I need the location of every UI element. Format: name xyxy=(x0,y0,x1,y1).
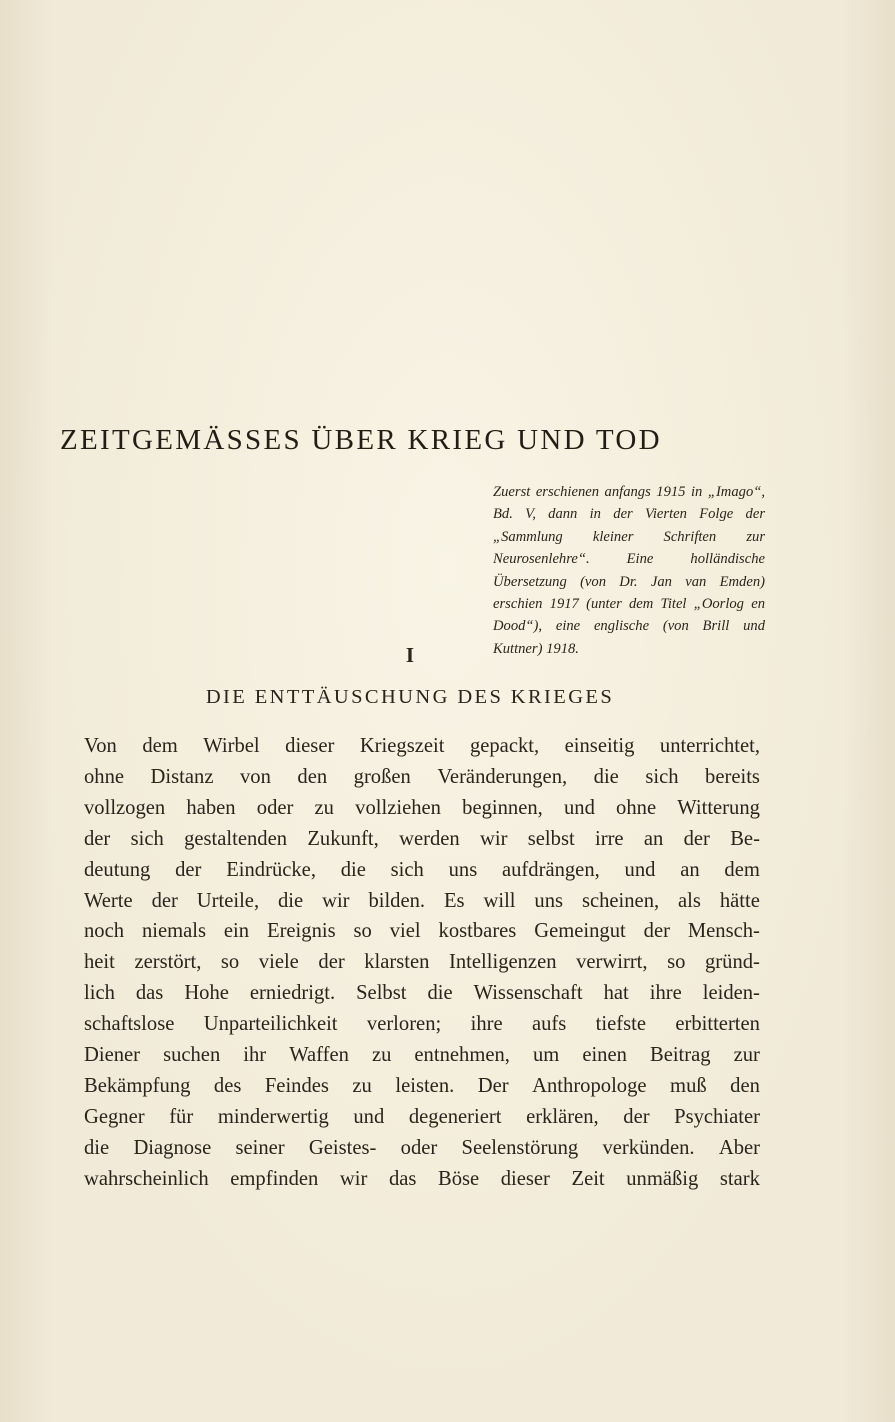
body-line xyxy=(84,1040,760,1071)
body-word: dieser xyxy=(285,735,335,757)
body-word: irre xyxy=(594,827,624,850)
body-word: Diener xyxy=(84,1044,141,1067)
body-word: ihr xyxy=(243,1044,267,1067)
body-word: selbst xyxy=(527,827,575,850)
body-word: der xyxy=(318,951,345,974)
body-word: hat xyxy=(603,982,629,1005)
body-word: dieser xyxy=(500,1167,550,1190)
body-word: den xyxy=(297,765,328,788)
body-word: das xyxy=(135,982,164,1005)
body-word: Geistes- xyxy=(308,1136,377,1159)
body-word: aufs xyxy=(531,1013,567,1036)
body-word: an xyxy=(643,827,664,850)
body-word: aufdrängen, xyxy=(502,858,600,881)
body-line xyxy=(84,762,760,793)
body-word: werden xyxy=(399,827,460,850)
publication-note: Zuerst erschienen anfangs 1915 in „Imago“, Bd. V, dann in der Vierten Folge der „Sammlung kleiner Schriften zur Neurosenlehre“. Eine holländische Übersetzung (von Dr. Jan van Emden) erschien 1917 (unter dem Titel „Oorlog en Dood“), eine englische (von Brill und Kuttner) 1918. xyxy=(493,484,765,657)
body-word: der xyxy=(643,920,670,943)
body-word: und xyxy=(353,1105,385,1128)
body-word: oder xyxy=(400,1136,438,1159)
body-line xyxy=(84,793,760,824)
body-word: vollzogen xyxy=(84,796,166,819)
body-word: ihre xyxy=(470,1013,503,1036)
body-word: Feindes xyxy=(264,1074,329,1097)
body-word: Zeit xyxy=(571,1167,605,1190)
body-word: so xyxy=(353,920,372,943)
body-word: ihre xyxy=(649,982,682,1005)
body-word: sich xyxy=(645,765,679,788)
body-word: dem xyxy=(142,735,178,757)
body-word: Unparteilichkeit xyxy=(203,1013,338,1036)
body-word: die xyxy=(278,889,304,912)
body-line xyxy=(84,916,760,947)
body-word: empfinden xyxy=(230,1167,319,1190)
body-word: beginnen, xyxy=(462,796,543,819)
body-line xyxy=(84,855,760,886)
body-word: haben xyxy=(186,796,236,819)
body-word: der xyxy=(683,827,710,850)
body-word: die xyxy=(427,982,453,1005)
body-word: die xyxy=(340,858,366,881)
body-word: Von xyxy=(84,735,117,757)
body-word: verkünden. xyxy=(602,1136,695,1159)
body-word: ein xyxy=(223,920,250,943)
body-word: entnehmen, xyxy=(414,1044,510,1067)
body-word: Waffen xyxy=(289,1044,349,1067)
body-word: minderwertig xyxy=(217,1105,329,1128)
body-text xyxy=(84,731,760,1195)
body-line xyxy=(84,1102,760,1133)
body-word: Urteile, xyxy=(196,889,260,912)
body-word: Beitrag xyxy=(649,1044,711,1067)
body-word: und xyxy=(563,796,595,819)
body-word: bereits xyxy=(705,765,760,788)
body-word: von xyxy=(239,765,271,788)
body-word: zu xyxy=(371,1044,392,1067)
body-word: verwirrt, xyxy=(576,951,648,974)
body-word: Eindrücke, xyxy=(226,858,316,881)
body-word: degeneriert xyxy=(408,1105,502,1128)
body-word: verloren; xyxy=(366,1013,442,1036)
body-word: uns xyxy=(534,889,564,912)
body-word: erniedrigt. xyxy=(249,982,336,1005)
body-word: leisten. xyxy=(395,1074,455,1097)
body-line xyxy=(84,947,760,978)
body-word: Anthropologe xyxy=(532,1074,647,1097)
body-word: unmäßig xyxy=(626,1167,699,1190)
body-word: Seelenstörung xyxy=(461,1136,579,1159)
body-word: suchen xyxy=(163,1044,221,1067)
body-word: gestaltenden xyxy=(184,827,288,850)
body-word: zu xyxy=(352,1074,372,1097)
body-word: will xyxy=(483,889,516,912)
body-word: oder xyxy=(256,796,294,819)
body-word: Ereignis xyxy=(266,920,336,943)
body-word: wir xyxy=(339,1167,368,1190)
body-word: erklären, xyxy=(526,1105,599,1128)
body-word: Zukunft, xyxy=(307,827,379,850)
body-word: sich xyxy=(390,858,424,881)
body-word: Gegner xyxy=(84,1105,145,1128)
body-word: Wissenschaft xyxy=(473,982,583,1005)
body-word: leiden- xyxy=(702,982,760,1005)
body-word: Intelligenzen xyxy=(449,951,557,974)
body-word: heit xyxy=(84,951,115,974)
body-word: sich xyxy=(130,827,164,850)
body-word: Aber xyxy=(718,1136,760,1159)
body-word: tiefste xyxy=(595,1013,646,1036)
body-word: für xyxy=(169,1105,194,1128)
body-word: die xyxy=(593,765,619,788)
body-word: deutung xyxy=(84,858,151,881)
body-line xyxy=(84,1164,760,1195)
body-word: Be- xyxy=(730,827,760,850)
section-number: I xyxy=(405,643,415,667)
body-word: der xyxy=(84,827,111,850)
body-line xyxy=(84,886,760,917)
body-word: der xyxy=(151,889,178,912)
body-word: seiner xyxy=(235,1136,285,1159)
body-word: gepackt, xyxy=(469,735,540,757)
body-word: einseitig xyxy=(564,735,635,757)
body-word: wahrscheinlich xyxy=(84,1167,209,1190)
body-word: viele xyxy=(258,951,299,974)
body-word: das xyxy=(388,1167,417,1190)
body-word: schaftslose xyxy=(84,1013,175,1036)
body-word: der xyxy=(175,858,202,881)
body-word: als xyxy=(678,889,701,912)
body-word: erbitterten xyxy=(675,1013,760,1036)
body-word: so xyxy=(220,951,240,974)
body-word: Der xyxy=(477,1074,509,1097)
body-word: des xyxy=(213,1074,242,1097)
body-word: Wirbel xyxy=(203,735,260,757)
body-word: Werte xyxy=(84,889,133,912)
body-word: unterrichtet, xyxy=(659,735,760,757)
body-word: zu xyxy=(314,796,334,819)
body-line xyxy=(84,1009,760,1040)
body-word: die xyxy=(84,1136,110,1159)
body-word: und xyxy=(624,858,656,881)
body-word: wir xyxy=(322,889,350,912)
body-word: uns xyxy=(448,858,478,881)
body-word: viel xyxy=(389,920,421,943)
body-word: Witterung xyxy=(677,796,760,819)
body-word: noch xyxy=(84,920,125,943)
body-word: wir xyxy=(480,827,508,850)
body-word: lich xyxy=(84,982,115,1005)
section-title: DIE ENTTÄUSCHUNG DES KRIEGES xyxy=(205,686,615,708)
body-word: Selbst xyxy=(356,982,407,1005)
body-word: zerstört, xyxy=(134,951,202,974)
body-word: an xyxy=(680,858,700,881)
body-word: Böse xyxy=(437,1167,480,1190)
body-word: ohne xyxy=(84,765,125,788)
body-line xyxy=(84,1071,760,1102)
body-word: großen xyxy=(353,765,411,788)
body-word: zur xyxy=(733,1044,760,1067)
body-word: Es xyxy=(443,889,465,912)
body-word: scheinen, xyxy=(581,889,660,912)
body-line xyxy=(84,731,760,762)
body-word: dem xyxy=(724,858,760,881)
body-word: klarsten xyxy=(364,951,430,974)
body-word: stark xyxy=(719,1167,760,1190)
body-word: gründ- xyxy=(705,951,760,974)
body-word: um xyxy=(532,1044,560,1067)
body-word: Diagnose xyxy=(133,1136,212,1159)
body-word: Gemeingut xyxy=(534,920,626,943)
body-word: kostbares xyxy=(438,920,517,943)
chapter-title: ZEITGEMÄSSES ÜBER KRIEG UND TOD xyxy=(60,424,662,456)
body-word: vollziehen xyxy=(355,796,441,819)
body-word: muß xyxy=(670,1074,707,1097)
body-word: Veränderungen, xyxy=(437,765,568,788)
body-word: einen xyxy=(582,1044,627,1067)
body-word: den xyxy=(730,1074,760,1097)
body-word: Bekämpfung xyxy=(84,1074,191,1097)
body-word: Psychiater xyxy=(674,1105,760,1128)
body-word: ohne xyxy=(616,796,657,819)
body-word: Distanz xyxy=(150,765,214,788)
body-line xyxy=(84,824,760,855)
body-line xyxy=(84,1133,760,1164)
body-word: Mensch- xyxy=(687,920,760,943)
body-word: Hohe xyxy=(184,982,229,1005)
body-word: bilden. xyxy=(368,889,426,912)
body-word: so xyxy=(667,951,686,974)
body-word: hätte xyxy=(719,889,760,912)
body-word: der xyxy=(623,1105,650,1128)
body-word: niemals xyxy=(141,920,206,943)
body-line xyxy=(84,978,760,1009)
body-word: Kriegszeit xyxy=(359,735,445,757)
